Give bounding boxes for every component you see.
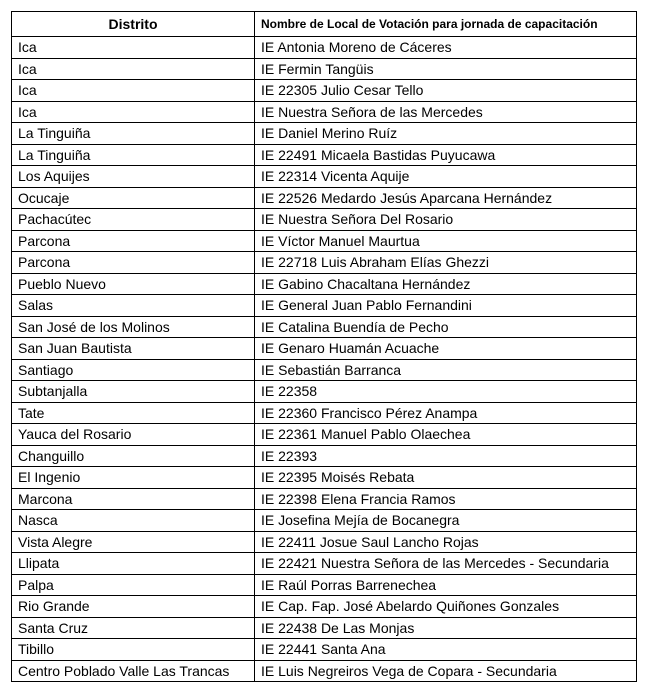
distrito-cell: La Tinguiña: [12, 144, 255, 166]
table-row: [12, 187, 637, 209]
table-row: [12, 402, 637, 424]
local-cell: IE 22358: [255, 381, 637, 403]
table-row: [12, 574, 637, 596]
table-row: [12, 424, 637, 446]
distrito-cell: Tate: [12, 402, 255, 424]
local-cell: IE 22411 Josue Saul Lancho Rojas: [255, 531, 637, 553]
table-row: [12, 123, 637, 145]
distrito-cell: Ica: [12, 58, 255, 80]
distrito-cell: Pachacútec: [12, 209, 255, 231]
table-row: [12, 488, 637, 510]
table-row: [12, 617, 637, 639]
table-row: [12, 58, 637, 80]
table-row: [12, 316, 637, 338]
local-cell: IE Genaro Huamán Acuache: [255, 338, 637, 360]
table-row: [12, 230, 637, 252]
distrito-cell: Pueblo Nuevo: [12, 273, 255, 295]
table-row: [12, 359, 637, 381]
distrito-cell: Vista Alegre: [12, 531, 255, 553]
local-cell: IE 22398 Elena Francia Ramos: [255, 488, 637, 510]
table-row: [12, 553, 637, 575]
local-cell: IE Víctor Manuel Maurtua: [255, 230, 637, 252]
distrito-cell: Centro Poblado Valle Las Trancas: [12, 660, 255, 682]
local-cell: IE 22314 Vicenta Aquije: [255, 166, 637, 188]
table-row: [12, 381, 637, 403]
distrito-cell: Llipata: [12, 553, 255, 575]
distrito-cell: Changuillo: [12, 445, 255, 467]
table-row: [12, 144, 637, 166]
table-row: [12, 660, 637, 682]
distrito-cell: Yauca del Rosario: [12, 424, 255, 446]
table-body: [12, 37, 637, 682]
local-cell: IE Nuestra Señora Del Rosario: [255, 209, 637, 231]
distrito-cell: Parcona: [12, 252, 255, 274]
distrito-cell: Palpa: [12, 574, 255, 596]
header-local-votacion: Nombre de Local de Votación para jornada de capacitación: [255, 12, 637, 37]
table-row: [12, 596, 637, 618]
local-cell: IE Raúl Porras Barrenechea: [255, 574, 637, 596]
table-row: [12, 273, 637, 295]
distrito-cell: Subtanjalla: [12, 381, 255, 403]
distrito-cell: Santiago: [12, 359, 255, 381]
distrito-cell: Santa Cruz: [12, 617, 255, 639]
distrito-cell: Rio Grande: [12, 596, 255, 618]
table-row: [12, 467, 637, 489]
local-cell: IE 22526 Medardo Jesús Aparcana Hernández: [255, 187, 637, 209]
table-row: [12, 510, 637, 532]
table-row: [12, 338, 637, 360]
local-cell: IE 22305 Julio Cesar Tello: [255, 80, 637, 102]
table-row: [12, 37, 637, 59]
local-cell: IE 22360 Francisco Pérez Anampa: [255, 402, 637, 424]
local-cell: IE Fermin Tangüis: [255, 58, 637, 80]
local-cell: IE 22438 De Las Monjas: [255, 617, 637, 639]
distrito-cell: Ica: [12, 101, 255, 123]
table-row: [12, 639, 637, 661]
distrito-cell: Salas: [12, 295, 255, 317]
local-cell: IE 22361 Manuel Pablo Olaechea: [255, 424, 637, 446]
local-cell: IE 22491 Micaela Bastidas Puyucawa: [255, 144, 637, 166]
local-cell: IE Daniel Merino Ruíz: [255, 123, 637, 145]
table-row: [12, 101, 637, 123]
distrito-cell: Marcona: [12, 488, 255, 510]
distrito-cell: El Ingenio: [12, 467, 255, 489]
table-row: [12, 295, 637, 317]
distrito-cell: Tibillo: [12, 639, 255, 661]
local-cell: IE 22393: [255, 445, 637, 467]
local-cell: IE Gabino Chacaltana Hernández: [255, 273, 637, 295]
table-header-row: [12, 12, 637, 37]
local-cell: IE Nuestra Señora de las Mercedes: [255, 101, 637, 123]
local-cell: IE 22421 Nuestra Señora de las Mercedes - Secundaria: [255, 553, 637, 575]
table-row: [12, 166, 637, 188]
distrito-cell: Nasca: [12, 510, 255, 532]
local-cell: IE General Juan Pablo Fernandini: [255, 295, 637, 317]
local-cell: IE Catalina Buendía de Pecho: [255, 316, 637, 338]
table-row: [12, 445, 637, 467]
distrito-cell: Ica: [12, 37, 255, 59]
voting-locations-table: [11, 11, 637, 682]
local-cell: IE Antonia Moreno de Cáceres: [255, 37, 637, 59]
table-row: [12, 80, 637, 102]
distrito-cell: Ocucaje: [12, 187, 255, 209]
table-row: [12, 531, 637, 553]
distrito-cell: Los Aquijes: [12, 166, 255, 188]
local-cell: IE Cap. Fap. José Abelardo Quiñones Gonzales: [255, 596, 637, 618]
local-cell: IE 22718 Luis Abraham Elías Ghezzi: [255, 252, 637, 274]
local-cell: IE Josefina Mejía de Bocanegra: [255, 510, 637, 532]
distrito-cell: Parcona: [12, 230, 255, 252]
distrito-cell: La Tinguiña: [12, 123, 255, 145]
distrito-cell: Ica: [12, 80, 255, 102]
table-row: [12, 209, 637, 231]
local-cell: IE Luis Negreiros Vega de Copara - Secundaria: [255, 660, 637, 682]
local-cell: IE 22441 Santa Ana: [255, 639, 637, 661]
local-cell: IE 22395 Moisés Rebata: [255, 467, 637, 489]
table-row: [12, 252, 637, 274]
local-cell: IE Sebastián Barranca: [255, 359, 637, 381]
distrito-cell: San José de los Molinos: [12, 316, 255, 338]
header-distrito: Distrito: [12, 12, 255, 37]
distrito-cell: San Juan Bautista: [12, 338, 255, 360]
